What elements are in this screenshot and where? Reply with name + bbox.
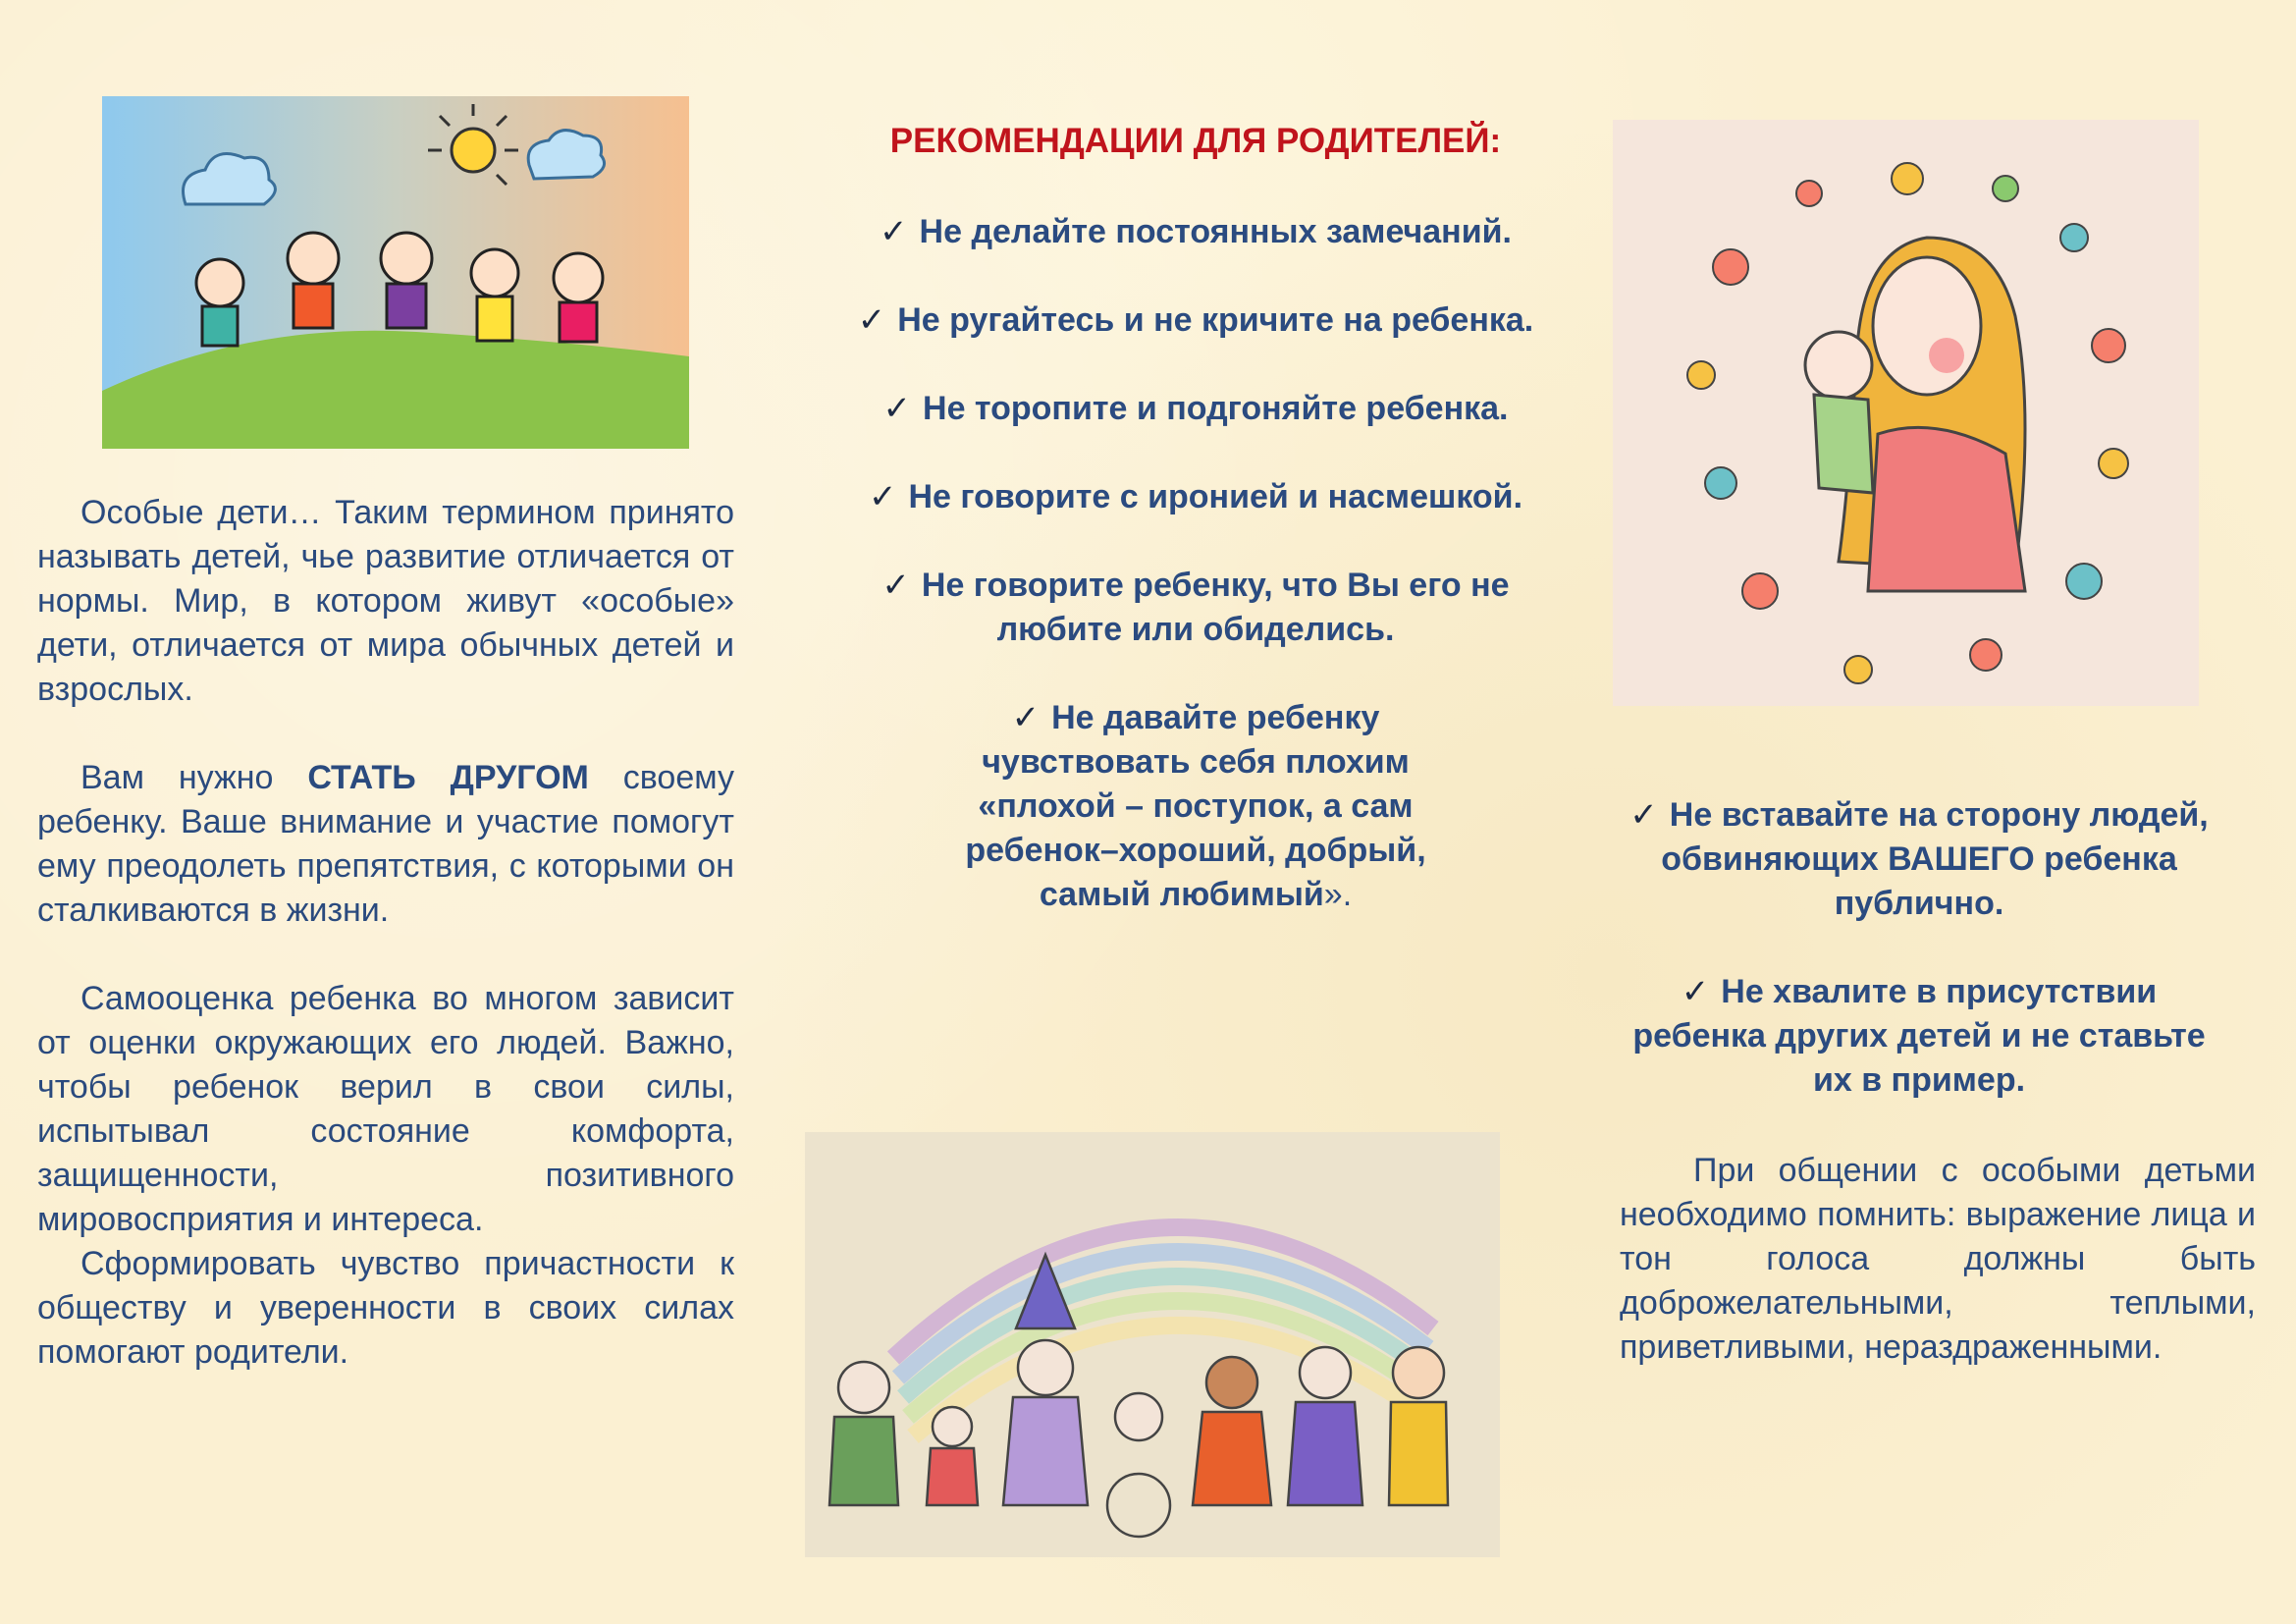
recommendation-item: ✓ Не давайте ребенку чувствовать себя плохим «плохой – поступок, а сам ребенок–хороший, добрый, самый любимый». [965, 699, 1426, 913]
recommendations-title: РЕКОМЕНДАЦИИ ДЛЯ РОДИТЕЛЕЙ: [889, 122, 1502, 160]
recommendation-item: ✓ Не говорите с иронией и насмешкой. [868, 478, 1523, 515]
communication-text [1620, 1149, 2256, 1370]
mother-and-child-illustration [1613, 120, 2199, 706]
paragraph-parents-help: Сформировать чувство причастности к обществу и уверенности в своих силах помогают родители. [37, 1245, 734, 1371]
kids-playing-illustration [102, 96, 689, 449]
checkmark-icon: ✓ [880, 213, 908, 250]
recommendations-list [852, 210, 1539, 961]
recommendation-item: ✓ Не ругайтесь и не кричите на ребенка. [857, 301, 1534, 339]
recommendation-item: ✓ Не хвалите в присутствии ребенка других детей и не ставьте их в пример. [1632, 973, 2206, 1099]
paragraph-self-esteem: Самооценка ребенка во многом зависит от оценки окружающих его людей. Важно, чтобы ребенок верил в свои силы, испытывал состояние комфорта, защищенности, позитивного мировосприятия и интереса. [37, 980, 734, 1238]
checkmark-icon: ✓ [857, 301, 886, 339]
checkmark-icon: ✓ [1681, 973, 1710, 1010]
recommendation-item: ✓ Не торопите и подгоняйте ребенка. [882, 390, 1509, 427]
recommendation-item: ✓ Не вставайте на сторону людей, обвиняющих ВАШЕГО ребенка публично. [1629, 796, 2209, 922]
intro-text [37, 491, 734, 1375]
paragraph-communication: При общении с особыми детьми необходимо помнить: выражение лица и тон голоса должны быть доброжелательными, теплыми, приветливыми, нераздраженными. [1620, 1152, 2256, 1366]
children-under-rainbow-illustration [805, 1132, 1500, 1557]
checkmark-icon: ✓ [1011, 699, 1041, 736]
checkmark-icon: ✓ [1629, 796, 1658, 834]
paragraph-special-children: Особые дети… Таким термином принято называть детей, чье развитие отличается от нормы. Мир, в котором живут «особые» дети, отличается от мира обычных детей и взрослых. [37, 494, 734, 708]
recommendation-item: ✓ Не делайте постоянных замечаний. [880, 213, 1512, 250]
checkmark-icon: ✓ [868, 478, 897, 515]
paragraph-become-friend: Вам нужно СТАТЬ ДРУГОМ своему ребенку. Ваше внимание и участие помогут ему преодолеть препятствия, с которыми он сталкиваются в жизни. [37, 759, 734, 929]
checkmark-icon: ✓ [882, 390, 912, 427]
recommendation-item: ✓ Не говорите ребенку, что Вы его не любите или обиделись. [881, 567, 1510, 648]
become-friend-emphasis: СТАТЬ ДРУГОМ [307, 759, 589, 796]
checkmark-icon: ✓ [881, 567, 910, 604]
right-recommendations-list [1580, 793, 2258, 1147]
